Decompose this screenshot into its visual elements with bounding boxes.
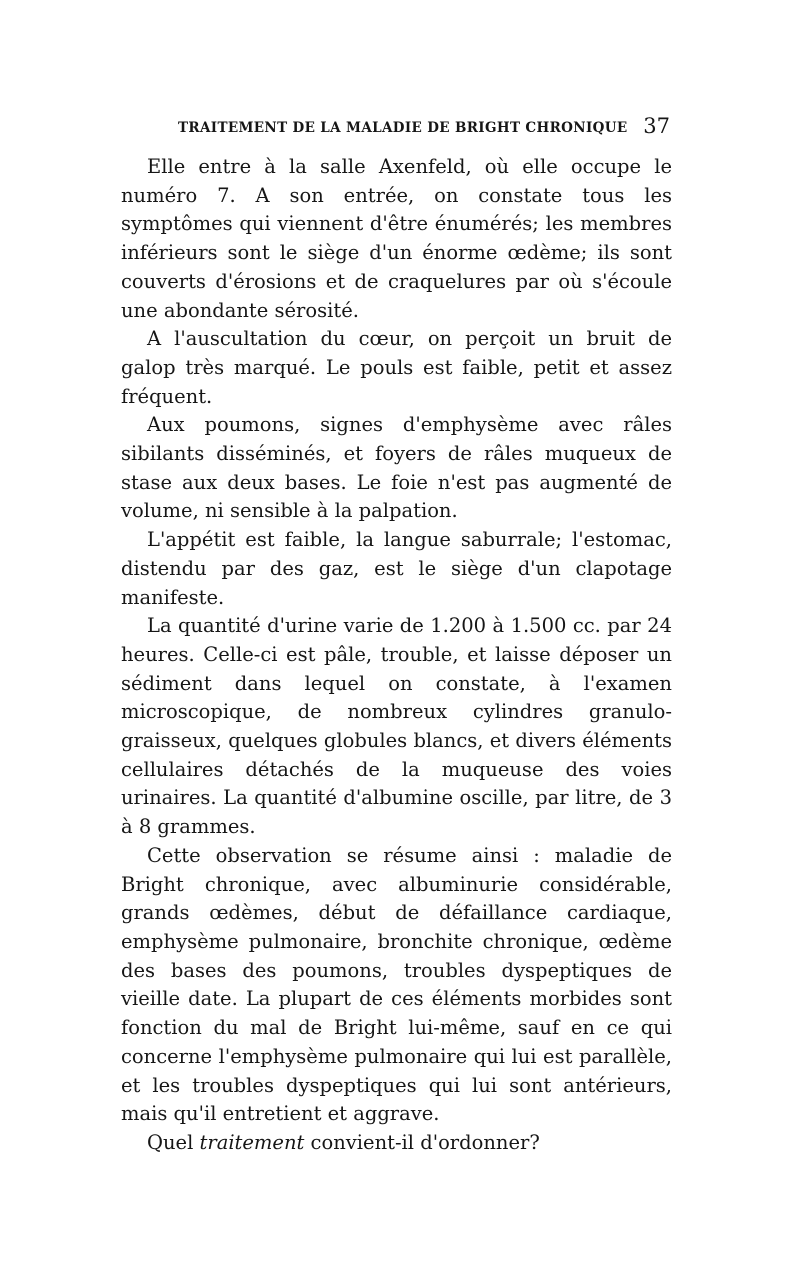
- body-text: [121, 153, 672, 1158]
- paragraph-appetite: L'appétit est faible, la langue saburrale; l'estomac, distendu par des gaz, est le siège d'un clapotage manifeste.: [121, 528, 672, 609]
- paragraph-urine: La quantité d'urine varie de 1.200 à 1.500 cc. par 24 heures. Celle-ci est pâle, trouble, et laisse déposer un sédiment dans lequel on constate, à l'examen microscopique, de nombreux cylindres granulo-graisseux, quelques globules blancs, et divers éléments cellulaires détachés de la muqueuse des voies urinaires. La quantité d'albumine oscille, par litre, de 3 à 8 grammes.: [121, 614, 672, 839]
- paragraph-lungs: Aux poumons, signes d'emphysème avec râles sibilants disséminés, et foyers de râles muqueux de stase aux deux bases. Le foie n'est pas augmenté de volume, ni sensible à la palpation.: [121, 413, 672, 523]
- paragraph-summary: Cette observation se résume ainsi : maladie de Bright chronique, avec albuminurie considérable, grands œdèmes, début de défaillance cardiaque, emphysème pulmonaire, bronchite chronique, œdème des bases des poumons, troubles dyspeptiques de vieille date. La plupart de ces éléments morbides sont fonction du mal de Bright lui-même, sauf en ce qui concerne l'emphysème pulmonaire qui lui est parallèle, et les troubles dyspeptiques qui lui sont antérieurs, mais qu'il entretient et aggrave.: [121, 843, 672, 1126]
- running-title: TRAITEMENT DE LA MALADIE DE BRIGHT CHRONIQUE: [178, 120, 628, 136]
- paragraph-admission: Elle entre à la salle Axenfeld, où elle occupe le numéro 7. A son entrée, on constate tous les symptômes qui viennent d'être énumérés; les membres inférieurs sont le siège d'un énorme œdème; ils sont couverts d'érosions et de craquelures par où s'écoule une abondante sérosité.: [121, 155, 672, 322]
- running-head: [178, 116, 670, 140]
- question-start: Quel: [147, 1130, 200, 1154]
- question-end: convient-il d'ordonner?: [304, 1130, 540, 1154]
- paragraph-question: [121, 1129, 672, 1158]
- question-emphasis: traitement: [199, 1130, 305, 1154]
- page-number: 37: [643, 114, 670, 138]
- paragraph-auscultation: A l'auscultation du cœur, on perçoit un bruit de galop très marqué. Le pouls est faible, petit et assez fréquent.: [121, 327, 672, 408]
